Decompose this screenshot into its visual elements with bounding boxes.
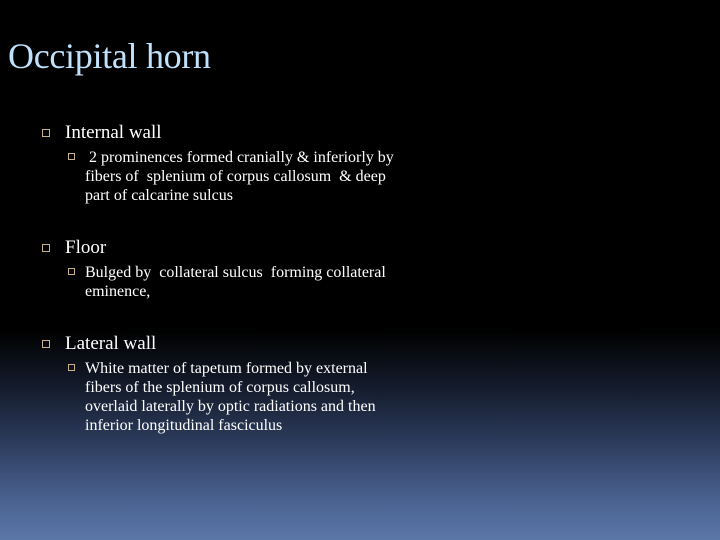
section-lateral-wall	[42, 333, 402, 435]
section-floor	[42, 237, 402, 301]
square-bullet-icon	[68, 268, 75, 275]
square-bullet-icon	[68, 364, 75, 371]
square-bullet-icon	[68, 153, 75, 160]
sub-bullet-text: White matter of tapetum formed by external fibers of the splenium of corpus callosum, overlaid laterally by optic radiations and then inferior longitudinal fasciculus	[85, 360, 380, 434]
bullet-item	[42, 237, 402, 259]
bullet-item	[42, 333, 402, 355]
sub-bullet-list	[42, 148, 402, 205]
square-bullet-icon	[42, 340, 50, 348]
slide-title: Occipital horn	[8, 36, 211, 76]
square-bullet-icon	[42, 244, 50, 252]
sub-bullet-item	[42, 359, 402, 435]
sub-bullet-list	[42, 263, 402, 301]
sub-bullet-list	[42, 359, 402, 435]
section-heading: Lateral wall	[65, 333, 157, 354]
slide-content	[42, 122, 402, 435]
section-heading: Internal wall	[65, 122, 162, 143]
section-internal-wall	[42, 122, 402, 205]
square-bullet-icon	[42, 129, 50, 137]
bullet-item	[42, 122, 402, 144]
sub-bullet-item	[42, 148, 402, 205]
sub-bullet-text: Bulged by collateral sulcus forming collateral eminence,	[85, 264, 390, 300]
sub-bullet-item	[42, 263, 402, 301]
sub-bullet-text: 2 prominences formed cranially & inferiorly by fibers of splenium of corpus callosum & deep part of calcarine sulcus	[85, 149, 402, 204]
section-heading: Floor	[65, 237, 107, 258]
